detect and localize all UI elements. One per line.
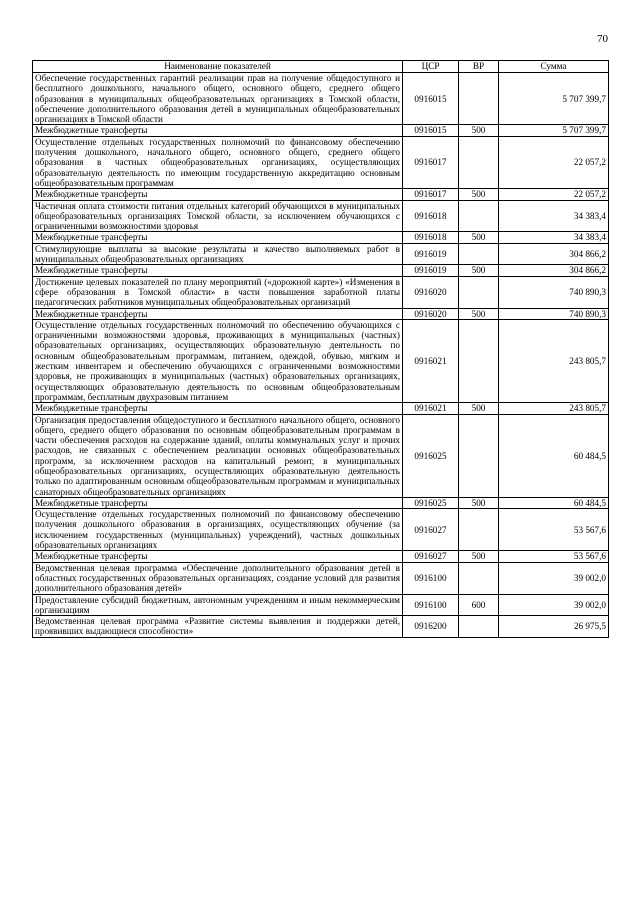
cell-csr: 0916200 [403,616,459,638]
header-sum: Сумма [499,61,609,73]
cell-sum: 304 866,2 [499,265,609,276]
cell-sum: 60 484,5 [499,414,609,497]
table-row [33,403,609,414]
cell-name: Стимулирующие выплаты за высокие результаты и качество выполняемых работ в муниципальных общеобразовательных организациях [33,243,403,265]
cell-sum: 60 484,5 [499,497,609,508]
cell-name: Межбюджетные трансферты [33,551,403,562]
table-row [33,232,609,243]
cell-vr: 500 [459,189,499,200]
cell-vr [459,276,499,308]
cell-sum: 34 383,4 [499,232,609,243]
cell-csr: 0916027 [403,509,459,551]
cell-vr: 500 [459,265,499,276]
cell-sum: 53 567,6 [499,551,609,562]
cell-sum: 243 805,7 [499,403,609,414]
header-vr: ВР [459,61,499,73]
cell-name: Осуществление отдельных государственных полномочий по обеспечению обучающихся с ограниченными возможностями здоровья, проживающих в муниципальных (частных) образовательных организациях, осуществляющих образовательную деятельность по основным общеобразовательным программам, питанием, одеждой, обувью, мягким и жестким инвентарем и обеспечению обучающихся с ограниченными возможностями здоровья, не проживающих в муниципальных (частных) образовательных организациях, осуществляющих образовательную деятельность по основным общеобразовательным программам, бесплатным двухразовым питанием [33,319,403,402]
cell-vr: 500 [459,308,499,319]
cell-csr: 0916015 [403,125,459,136]
cell-name: Осуществление отдельных государственных полномочий по финансовому обеспечению получения дошкольного, начального общего, основного общего, среднего общего образования в частных общеобразовательных организациях, осуществляющих образовательную деятельность по имеющим государственную аккредитацию основным общеобразовательным программам [33,136,403,188]
cell-name: Осуществление отдельных государственных полномочий по финансовому обеспечению получения дошкольного образования в организациях, осуществляющих обучение (за исключением государственных (муниципальных) учреждений), частных дошкольных образовательных организациях [33,509,403,551]
cell-csr: 0916017 [403,189,459,200]
table-header-row [33,61,609,73]
cell-sum: 53 567,6 [499,509,609,551]
cell-vr [459,73,499,125]
cell-name: Ведомственная целевая программа «Обеспечение дополнительного образования детей в областных государственных образовательных организациях, создание условий для развития дополнительного образования детей» [33,562,403,594]
cell-csr: 0916020 [403,276,459,308]
header-csr: ЦСР [403,61,459,73]
table-row [33,73,609,125]
cell-vr [459,616,499,638]
table-row [33,200,609,232]
cell-csr: 0916017 [403,136,459,188]
cell-csr: 0916025 [403,414,459,497]
table-row [33,319,609,402]
cell-csr: 0916020 [403,308,459,319]
table-row [33,594,609,616]
page-number: 70 [597,33,608,45]
cell-vr [459,200,499,232]
cell-name: Обеспечение государственных гарантий реализации прав на получение общедоступного и бесплатного дошкольного, начального общего, основного общего, среднего общего образования в муниципальных общеобразовательных организациях в Томской области, обеспечение дополнительного образования детей в муниципальных общеобразовательных организациях в Томской области [33,73,403,125]
cell-csr: 0916100 [403,562,459,594]
cell-vr [459,414,499,497]
cell-name: Предоставление субсидий бюджетным, автономным учреждениям и иным некоммерческим организациям [33,594,403,616]
cell-vr: 500 [459,551,499,562]
cell-sum: 39 002,0 [499,562,609,594]
cell-sum: 5 707 399,7 [499,73,609,125]
cell-name: Достижение целевых показателей по плану мероприятий («дорожной карте») «Изменения в сфере образования в Томской области» в части повышения заработной платы педагогических работников муниципальных общеобразовательных организаций [33,276,403,308]
cell-csr: 0916100 [403,594,459,616]
table-row [33,497,609,508]
cell-csr: 0916015 [403,73,459,125]
cell-sum: 304 866,2 [499,243,609,265]
cell-vr [459,562,499,594]
cell-vr [459,136,499,188]
cell-csr: 0916018 [403,200,459,232]
table-row [33,265,609,276]
cell-sum: 22 057,2 [499,136,609,188]
cell-vr [459,243,499,265]
cell-sum: 39 002,0 [499,594,609,616]
table-row [33,562,609,594]
table-row [33,509,609,551]
cell-csr: 0916025 [403,497,459,508]
cell-sum: 5 707 399,7 [499,125,609,136]
cell-sum: 34 383,4 [499,200,609,232]
cell-sum: 26 975,5 [499,616,609,638]
cell-name: Частичная оплата стоимости питания отдельных категорий обучающихся в муниципальных общеобразовательных организациях Томской области, за исключением обучающихся с ограниченными возможностями здоровья [33,200,403,232]
cell-vr: 500 [459,497,499,508]
table-row [33,308,609,319]
cell-sum: 740 890,3 [499,308,609,319]
budget-table [32,60,609,638]
cell-csr: 0916019 [403,265,459,276]
cell-sum: 243 805,7 [499,319,609,402]
table-row [33,136,609,188]
cell-csr: 0916021 [403,403,459,414]
cell-name: Межбюджетные трансферты [33,497,403,508]
table-row [33,189,609,200]
cell-name: Организация предоставления общедоступного и бесплатного начального общего, основного общего, среднего общего образования по основным общеобразовательным программам в части обеспечения расходов на содержание зданий, оплаты коммунальных услуг и прочих расходов, не связанных с обеспечением реализации основных общеобразовательных программ, за исключением расходов на капитальный ремонт, в муниципальных общеобразовательных организациях, осуществляющих образовательную деятельность только по адаптированным основным общеобразовательным программам и муниципальных санаторных общеобразовательных организациях [33,414,403,497]
table-row [33,414,609,497]
cell-csr: 0916027 [403,551,459,562]
cell-vr [459,509,499,551]
cell-vr: 500 [459,232,499,243]
cell-name: Межбюджетные трансферты [33,189,403,200]
cell-name: Межбюджетные трансферты [33,125,403,136]
cell-sum: 22 057,2 [499,189,609,200]
cell-name: Межбюджетные трансферты [33,403,403,414]
cell-csr: 0916021 [403,319,459,402]
cell-name: Межбюджетные трансферты [33,265,403,276]
table-row [33,276,609,308]
table-row [33,243,609,265]
cell-vr: 500 [459,125,499,136]
cell-vr: 500 [459,403,499,414]
cell-name: Ведомственная целевая программа «Развитие системы выявления и поддержки детей, проявивших выдающиеся способности» [33,616,403,638]
cell-name: Межбюджетные трансферты [33,308,403,319]
cell-csr: 0916019 [403,243,459,265]
table-row [33,616,609,638]
cell-vr: 600 [459,594,499,616]
cell-vr [459,319,499,402]
header-name: Наименование показателей [33,61,403,73]
cell-sum: 740 890,3 [499,276,609,308]
cell-name: Межбюджетные трансферты [33,232,403,243]
table-row [33,125,609,136]
table-row [33,551,609,562]
cell-csr: 0916018 [403,232,459,243]
